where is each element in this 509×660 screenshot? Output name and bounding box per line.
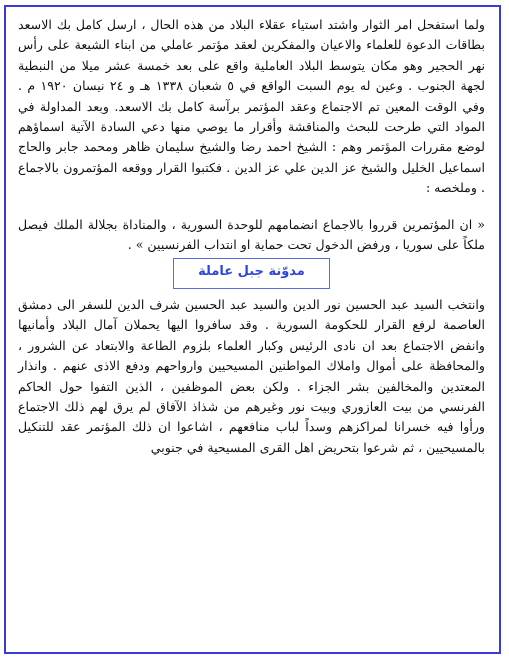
page-frame [4, 5, 501, 654]
paragraph-intro: ولما استفحل امر الثوار واشتد استياء عقلاء البلاد من هذه الحال ، ارسل كامل بك الاسعد بطاقات الدعوة للعلماء والاعيان والمفكرين لعقد مؤتمر عاملي من ابناء الشيعة على رأس نهر الحجير وهو مكان يتوسط البلاد العاملية واقع على بعد خمسة عشر ميلا من النبطية لجهة الجنوب . وعين له يوم السبت الواقع في ٥ شعبان ١٣٣٨ هـ و ٢٤ نيسان ١٩٢٠ م . وفي الوقت المعين تم الاجتماع وعقد المؤتمر برآسة كامل بك الاسعد. وبعد المداولة في المواد التي طرحت للبحث والمناقشة وأقرار ما يوصي منها دعي السادة الآتية اسماؤهم لوضع مقررات المؤتمر وهم : الشيخ احمد رضا والشيخ سليمان ظاهر ومحمد جابر والحاج اسماعيل الخليل والشيخ عز الدين علي عز الدين . فكتبوا القرار ووقعه المؤتمرون بالاجماع . وملخصه : [18, 17, 485, 196]
paragraph-delegation: وانتخب السيد عبد الحسين نور الدين والسيد عبد الحسين شرف الدين للسفر الى دمشق العاصمة لرفع القرار للحكومة السورية . وقد سافروا اليها يحملان آمال البلاد وأمانيها وانفض الاجتماع بعد ان نادى الرئيس وكبار العلماء بلزوم الطاعة والابتعاد عن الشرور ، والمحافظة على أموال واملاك المواطنين المسيحيين وارواحهم ودفع الاذى عنهم . وانذار المعتدين والمخالفين بشر الجزاء . ولكن بعض الموظفين ، الذين التفوا حول الحاكم الفرنسي من بيت العازوري وبيت نور وغيرهم من شذاذ الآفاق لم يرق لهم ذلك الاجتماع ورأوا فيه خسرانا لمراكزهم وسداً لباب منافعهم ، اشاعوا ان ذلك المؤتمر عقد للتنكيل بالمسيحيين ، ثم شرعوا بتحريض اهل القرى المسيحية في جنوبي [18, 296, 485, 455]
document-body [18, 15, 485, 458]
blog-watermark: مدوّنة جبل عاملة [173, 258, 330, 288]
paragraph-resolution: « ان المؤتمرين قرروا بالاجماع انضمامهم للوحدة السورية ، والمناداة بجلالة الملك فيصل ملكاً على سوريا ، ورفض الدخول تحت حماية او انتداب الفرنسيين » . [18, 216, 485, 253]
